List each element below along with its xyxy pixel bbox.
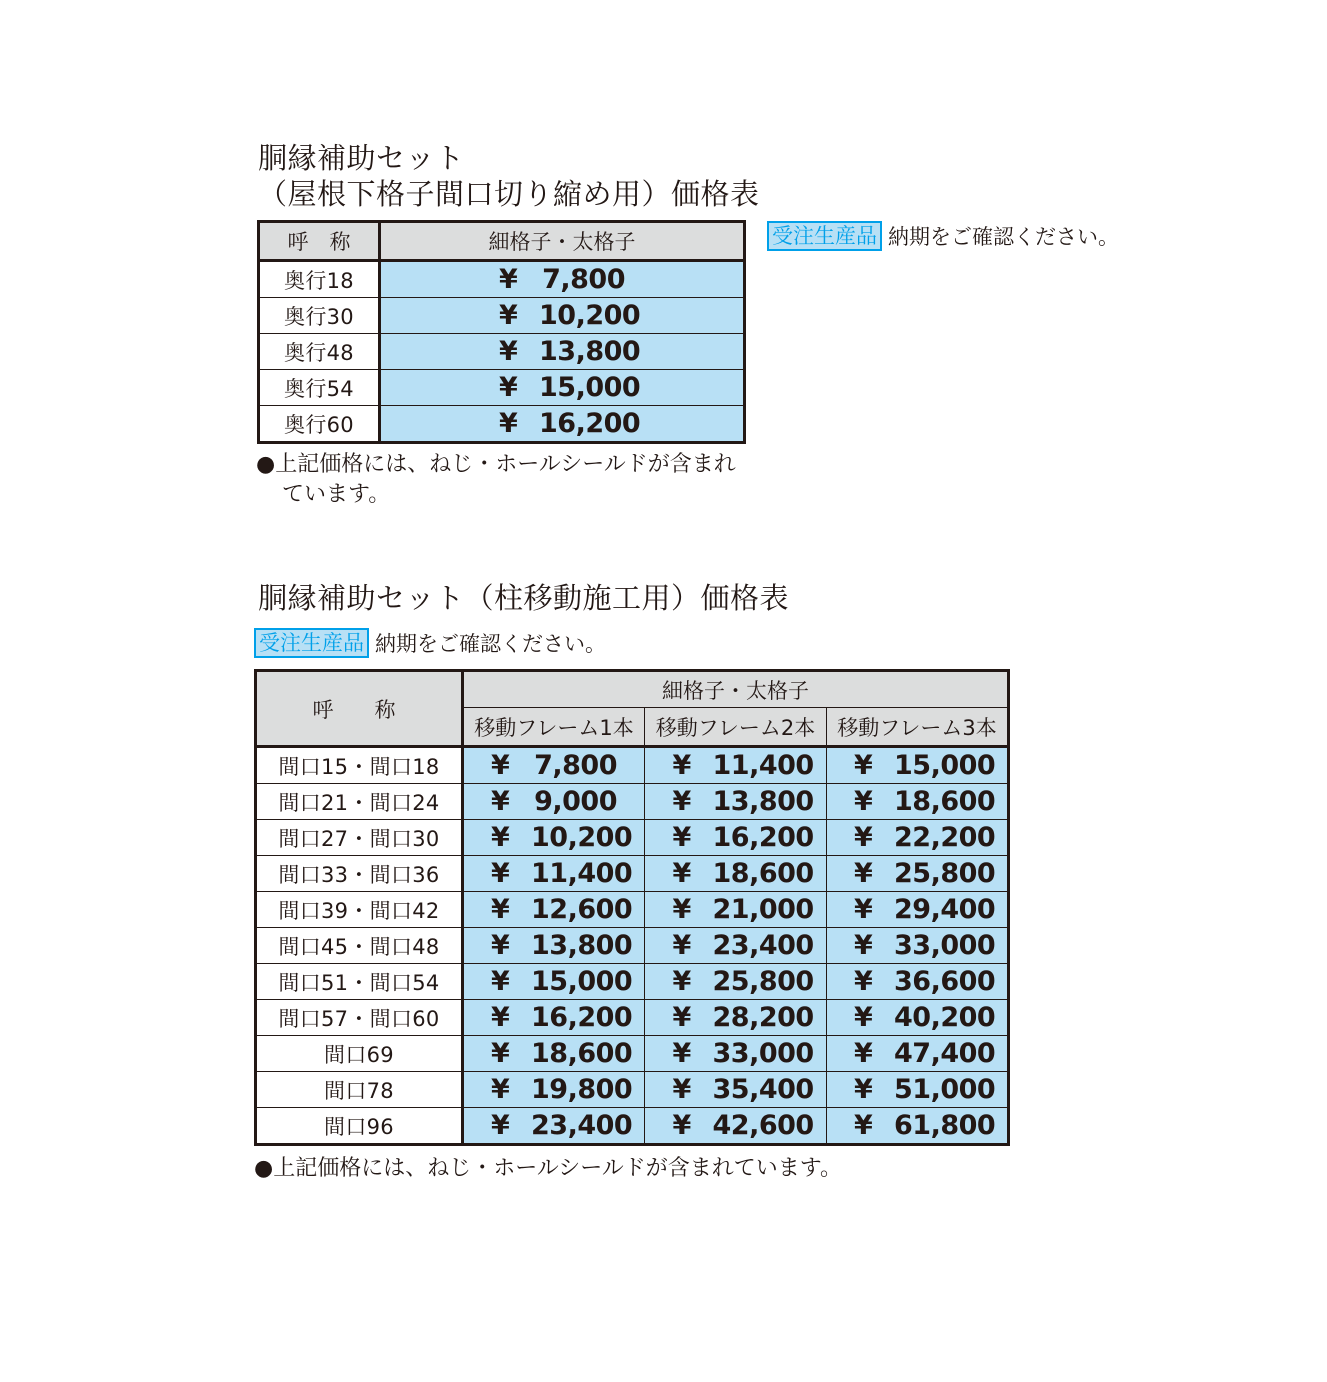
size-name: 間口57・間口60 bbox=[256, 1000, 463, 1036]
size-name: 奥行18 bbox=[259, 261, 380, 298]
yen-symbol: ¥ bbox=[499, 336, 518, 367]
price-cell bbox=[463, 784, 645, 820]
price-value: 35,400 bbox=[712, 1074, 814, 1105]
table-row bbox=[256, 892, 1009, 928]
section1-title-line1: 胴縁補助セット bbox=[258, 141, 465, 175]
header-lattice: 細格子・太格子 bbox=[463, 671, 1009, 708]
price-cell bbox=[827, 1072, 1009, 1108]
yen-symbol: ¥ bbox=[854, 786, 873, 817]
yen-symbol: ¥ bbox=[491, 822, 510, 853]
table-header-row bbox=[256, 671, 1009, 708]
table-row bbox=[256, 820, 1009, 856]
price-value: 22,200 bbox=[894, 822, 996, 853]
yen-symbol: ¥ bbox=[672, 966, 691, 997]
price-cell bbox=[827, 964, 1009, 1000]
table-row bbox=[259, 370, 745, 406]
price-cell bbox=[380, 261, 745, 298]
table-row bbox=[256, 784, 1009, 820]
price-value: 33,000 bbox=[894, 930, 996, 961]
size-name: 間口27・間口30 bbox=[256, 820, 463, 856]
size-name: 奥行30 bbox=[259, 298, 380, 334]
price-cell bbox=[463, 747, 645, 784]
price-value: 16,200 bbox=[539, 408, 641, 439]
price-value: 15,000 bbox=[894, 750, 996, 781]
price-cell bbox=[827, 1000, 1009, 1036]
price-value: 10,200 bbox=[531, 822, 633, 853]
yen-symbol: ¥ bbox=[672, 858, 691, 889]
delivery-note: 納期をご確認ください。 bbox=[888, 225, 1119, 249]
table-row bbox=[256, 856, 1009, 892]
price-cell bbox=[645, 928, 827, 964]
price-cell bbox=[380, 370, 745, 406]
price-value: 7,800 bbox=[534, 750, 617, 781]
price-table-2 bbox=[254, 669, 1010, 1146]
price-value: 13,800 bbox=[712, 786, 814, 817]
price-cell bbox=[380, 406, 745, 443]
made-to-order-badge-2: 受注生産品 bbox=[254, 628, 369, 658]
table-row bbox=[256, 1072, 1009, 1108]
table-row bbox=[256, 1036, 1009, 1072]
made-to-order-badge: 受注生産品 bbox=[767, 221, 882, 251]
price-value: 36,600 bbox=[894, 966, 996, 997]
price-cell bbox=[827, 928, 1009, 964]
table-row bbox=[256, 928, 1009, 964]
size-name: 間口96 bbox=[256, 1108, 463, 1145]
yen-symbol: ¥ bbox=[854, 930, 873, 961]
price-value: 51,000 bbox=[894, 1074, 996, 1105]
yen-symbol: ¥ bbox=[491, 1038, 510, 1069]
yen-symbol: ¥ bbox=[854, 1002, 873, 1033]
yen-symbol: ¥ bbox=[854, 1074, 873, 1105]
price-value: 11,400 bbox=[712, 750, 814, 781]
price-cell bbox=[463, 856, 645, 892]
yen-symbol: ¥ bbox=[854, 966, 873, 997]
table-row bbox=[259, 261, 745, 298]
yen-symbol: ¥ bbox=[491, 1074, 510, 1105]
price-cell bbox=[645, 1072, 827, 1108]
section2-note: ●上記価格には、ねじ・ホールシールドが含まれています。 bbox=[254, 1156, 843, 1181]
yen-symbol: ¥ bbox=[854, 750, 873, 781]
yen-symbol: ¥ bbox=[854, 1038, 873, 1069]
price-cell bbox=[645, 1108, 827, 1145]
price-cell bbox=[827, 820, 1009, 856]
price-value: 61,800 bbox=[894, 1110, 996, 1141]
header-frame-3: 移動フレーム3本 bbox=[827, 708, 1009, 747]
price-value: 28,200 bbox=[712, 1002, 814, 1033]
price-value: 13,800 bbox=[539, 336, 641, 367]
table-header-row bbox=[259, 222, 745, 261]
yen-symbol: ¥ bbox=[672, 1110, 691, 1141]
price-cell bbox=[463, 892, 645, 928]
price-cell bbox=[645, 964, 827, 1000]
price-value: 25,800 bbox=[712, 966, 814, 997]
header-frame-1: 移動フレーム1本 bbox=[463, 708, 645, 747]
table-row bbox=[259, 406, 745, 443]
price-cell bbox=[645, 892, 827, 928]
section1-title-line2: （屋根下格子間口切り縮め用）価格表 bbox=[258, 177, 760, 211]
size-name: 間口69 bbox=[256, 1036, 463, 1072]
price-cell bbox=[827, 1036, 1009, 1072]
price-value: 23,400 bbox=[712, 930, 814, 961]
table-row bbox=[256, 1108, 1009, 1145]
price-value: 18,600 bbox=[712, 858, 814, 889]
size-name: 間口39・間口42 bbox=[256, 892, 463, 928]
price-cell bbox=[645, 1036, 827, 1072]
yen-symbol: ¥ bbox=[491, 894, 510, 925]
size-name: 奥行54 bbox=[259, 370, 380, 406]
price-value: 23,400 bbox=[531, 1110, 633, 1141]
price-cell bbox=[463, 1036, 645, 1072]
size-name: 間口21・間口24 bbox=[256, 784, 463, 820]
table2-body bbox=[256, 747, 1009, 1145]
table-row bbox=[259, 334, 745, 370]
price-cell bbox=[827, 747, 1009, 784]
price-cell bbox=[380, 298, 745, 334]
table-row bbox=[259, 298, 745, 334]
price-value: 21,000 bbox=[712, 894, 814, 925]
price-value: 16,200 bbox=[531, 1002, 633, 1033]
price-cell bbox=[380, 334, 745, 370]
price-value: 13,800 bbox=[531, 930, 633, 961]
yen-symbol: ¥ bbox=[499, 372, 518, 403]
size-name: 間口51・間口54 bbox=[256, 964, 463, 1000]
price-cell bbox=[463, 1108, 645, 1145]
yen-symbol: ¥ bbox=[672, 1074, 691, 1105]
yen-symbol: ¥ bbox=[491, 1110, 510, 1141]
section1-note-line2: ています。 bbox=[282, 482, 391, 507]
price-value: 25,800 bbox=[894, 858, 996, 889]
price-value: 33,000 bbox=[712, 1038, 814, 1069]
price-cell bbox=[645, 1000, 827, 1036]
yen-symbol: ¥ bbox=[672, 786, 691, 817]
yen-symbol: ¥ bbox=[499, 300, 518, 331]
price-value: 40,200 bbox=[894, 1002, 996, 1033]
yen-symbol: ¥ bbox=[854, 1110, 873, 1141]
yen-symbol: ¥ bbox=[672, 930, 691, 961]
price-value: 11,400 bbox=[531, 858, 633, 889]
price-cell bbox=[645, 856, 827, 892]
section2-title: 胴縁補助セット（柱移動施工用）価格表 bbox=[258, 581, 790, 615]
size-name: 間口15・間口18 bbox=[256, 747, 463, 784]
price-cell bbox=[645, 747, 827, 784]
header-frame-2: 移動フレーム2本 bbox=[645, 708, 827, 747]
price-value: 15,000 bbox=[539, 372, 641, 403]
price-cell bbox=[463, 928, 645, 964]
table-row bbox=[256, 747, 1009, 784]
yen-symbol: ¥ bbox=[491, 786, 510, 817]
price-value: 18,600 bbox=[531, 1038, 633, 1069]
yen-symbol: ¥ bbox=[672, 822, 691, 853]
yen-symbol: ¥ bbox=[491, 930, 510, 961]
price-value: 12,600 bbox=[531, 894, 633, 925]
size-name: 間口45・間口48 bbox=[256, 928, 463, 964]
yen-symbol: ¥ bbox=[499, 408, 518, 439]
price-cell bbox=[827, 892, 1009, 928]
yen-symbol: ¥ bbox=[491, 858, 510, 889]
header-lattice: 細格子・太格子 bbox=[380, 222, 745, 261]
yen-symbol: ¥ bbox=[854, 894, 873, 925]
section1-note-line1: ●上記価格には、ねじ・ホールシールドが含まれ bbox=[256, 452, 736, 477]
price-cell bbox=[827, 1108, 1009, 1145]
price-value: 15,000 bbox=[531, 966, 633, 997]
yen-symbol: ¥ bbox=[499, 264, 518, 295]
price-value: 42,600 bbox=[712, 1110, 814, 1141]
price-value: 7,800 bbox=[542, 264, 625, 295]
size-name: 間口33・間口36 bbox=[256, 856, 463, 892]
yen-symbol: ¥ bbox=[672, 750, 691, 781]
price-cell bbox=[463, 1000, 645, 1036]
price-cell bbox=[827, 856, 1009, 892]
price-cell bbox=[645, 820, 827, 856]
price-value: 16,200 bbox=[712, 822, 814, 853]
price-value: 9,000 bbox=[534, 786, 617, 817]
price-value: 29,400 bbox=[894, 894, 996, 925]
header-name: 呼 称 bbox=[259, 222, 380, 261]
price-cell bbox=[463, 964, 645, 1000]
yen-symbol: ¥ bbox=[491, 966, 510, 997]
table-row bbox=[256, 1000, 1009, 1036]
yen-symbol: ¥ bbox=[854, 858, 873, 889]
price-cell bbox=[827, 784, 1009, 820]
size-name: 奥行60 bbox=[259, 406, 380, 443]
size-name: 間口78 bbox=[256, 1072, 463, 1108]
size-name: 奥行48 bbox=[259, 334, 380, 370]
price-value: 10,200 bbox=[539, 300, 641, 331]
price-table-1 bbox=[257, 220, 746, 444]
yen-symbol: ¥ bbox=[491, 1002, 510, 1033]
table-row bbox=[256, 964, 1009, 1000]
price-cell bbox=[463, 820, 645, 856]
section1-title bbox=[258, 140, 760, 212]
yen-symbol: ¥ bbox=[491, 750, 510, 781]
yen-symbol: ¥ bbox=[672, 1038, 691, 1069]
delivery-note-2: 納期をご確認ください。 bbox=[375, 632, 606, 656]
price-cell bbox=[645, 784, 827, 820]
price-value: 47,400 bbox=[894, 1038, 996, 1069]
price-value: 19,800 bbox=[531, 1074, 633, 1105]
price-value: 18,600 bbox=[894, 786, 996, 817]
table1-body bbox=[259, 261, 745, 443]
yen-symbol: ¥ bbox=[672, 894, 691, 925]
price-cell bbox=[463, 1072, 645, 1108]
header-name: 呼 称 bbox=[256, 671, 463, 747]
yen-symbol: ¥ bbox=[672, 1002, 691, 1033]
yen-symbol: ¥ bbox=[854, 822, 873, 853]
